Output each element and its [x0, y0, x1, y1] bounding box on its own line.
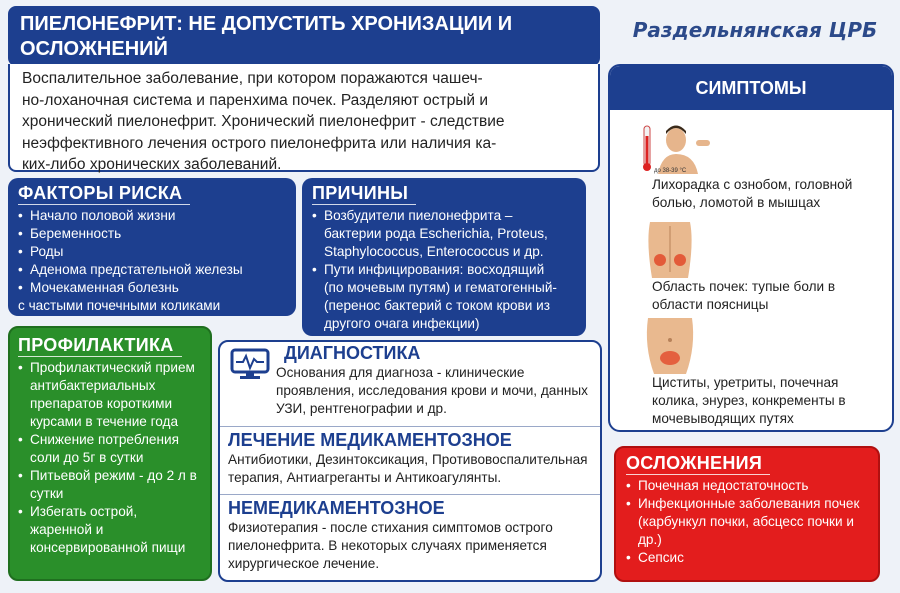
list-item: • Беременность: [18, 225, 286, 243]
symptoms-title: СИМПТОМЫ: [610, 66, 892, 110]
list-item: • Снижение потребления соли до 5г в сутки: [18, 431, 202, 467]
list-item: • Мочекаменная болезнь: [18, 279, 286, 297]
title-line-1: ПИЕЛОНЕФРИТ: НЕ ДОПУСТИТЬ ХРОНИЗАЦИИ И: [20, 13, 513, 35]
list-item: • Аденома предстательной железы: [18, 261, 286, 279]
prophylaxis-panel: [8, 326, 212, 581]
medication-treatment-section: [220, 426, 600, 492]
diagnostics-section: [220, 342, 600, 422]
monitor-icon: [230, 348, 270, 380]
causes-list: [312, 207, 576, 333]
list-item-line: бактерии рода Escherichia, Proteus,: [324, 226, 548, 241]
thermometer-label: до 38-39 °С: [654, 168, 687, 174]
list-item: • Питьевой режим - до 2 л в сутки: [18, 467, 202, 503]
causes-title: ПРИЧИНЫ: [312, 182, 416, 205]
non-medication-treatment-section: [220, 494, 600, 580]
page-title: [8, 6, 600, 66]
risk-factors-list: [18, 207, 286, 297]
symptom-text: Область почек: тупые боли в области поясницы: [652, 279, 836, 312]
risk-factors-title: ФАКТОРЫ РИСКА: [18, 182, 190, 205]
list-item-line: • Возбудители пиелонефрита –: [324, 208, 513, 223]
symptom-text: Циститы, уретриты, почечная колика, энурез, конкременты в мочевыводящих путях: [652, 375, 846, 426]
list-item: • Инфекционные заболевания почек (карбункул почки, абсцесс почки и др.): [626, 495, 868, 549]
list-item: • Сепсис: [626, 549, 868, 567]
list-item-line: (по мочевым путям) и гематогенный-: [324, 280, 557, 295]
list-item-line: (перенос бактерий с током крови из: [324, 298, 550, 313]
list-item-line: • Пути инфицирования: восходящий: [324, 262, 545, 277]
prophylaxis-title: ПРОФИЛАКТИКА: [18, 334, 182, 357]
non-medication-treatment-text: Физиотерапия - после стихания симптомов острого пиелонефрита. В некоторых случаях применяется хирургическое лечение.: [228, 520, 553, 571]
causes-panel: [302, 178, 586, 336]
complications-list: [626, 477, 868, 567]
intro-description: [8, 64, 600, 172]
abdomen-pain-icon: [640, 318, 700, 374]
fever-person-icon: [640, 122, 716, 174]
back-pain-icon: [640, 222, 700, 278]
list-item: • Роды: [18, 243, 286, 261]
organization-name: Раздельнянская ЦРБ: [632, 18, 878, 42]
intro-line: хронический пиелонефрит. Хронический пиелонефрит - следствие: [22, 113, 505, 130]
diagnostics-text: Основания для диагноза - клинические проявления, исследования крови и мочи, данных УЗИ, рентгенографии и др.: [276, 365, 588, 416]
list-item: [312, 261, 576, 333]
risk-factors-panel: [8, 178, 296, 316]
symptom-text: Лихорадка с ознобом, головной болью, ломотой в мышцах: [652, 177, 853, 210]
list-item-continuation: с частыми почечными коликами: [18, 298, 221, 313]
list-item: • Почечная недостаточность: [626, 477, 868, 495]
complications-panel: [614, 446, 880, 582]
complications-title: ОСЛОЖНЕНИЯ: [626, 452, 770, 475]
diagnostics-title: ДИАГНОСТИКА: [284, 343, 421, 363]
list-item: • Начало половой жизни: [18, 207, 286, 225]
symptoms-panel: [608, 64, 894, 432]
intro-line: ких-либо хронических заболеваний.: [22, 156, 282, 173]
title-line-2: ОСЛОЖНЕНИЙ: [20, 38, 168, 60]
list-item-line: другого очага инфекции): [324, 316, 480, 331]
intro-line: неэффективного лечения острого пиелонефрита или наличия ка-: [22, 134, 497, 152]
medication-treatment-title: ЛЕЧЕНИЕ МЕДИКАМЕНТОЗНОЕ: [228, 430, 512, 450]
list-item-line: Staphylococcus, Enterococcus и др.: [324, 244, 544, 259]
list-item: • Избегать острой, жаренной и консервированной пищи: [18, 503, 202, 557]
non-medication-treatment-title: НЕМЕДИКАМЕНТОЗНОЕ: [228, 498, 445, 518]
list-item: • Профилактический прием антибактериальных препаратов короткими курсами в течение года: [18, 359, 202, 431]
prophylaxis-list: [18, 359, 202, 557]
list-item: [312, 207, 576, 261]
diagnostics-treatment-panel: [218, 340, 602, 582]
intro-line: но-лоханочная система и паренхима почек. Разделяют острый и: [22, 91, 488, 109]
medication-treatment-text: Антибиотики, Дезинтоксикация, Противовоспалительная терапия, Антиагреганты и Антикоагулянты.: [228, 452, 588, 485]
intro-line: Воспалительное заболевание, при котором поражаются чашеч-: [22, 70, 483, 87]
